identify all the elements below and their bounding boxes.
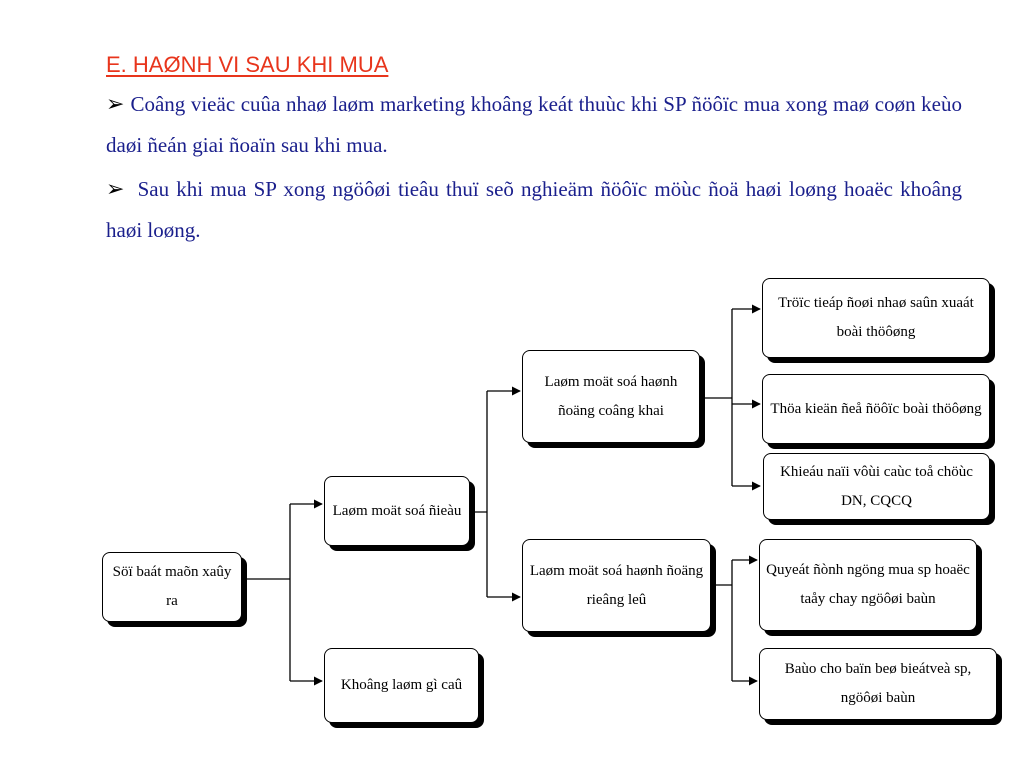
bullet-text-1: Coâng vieäc cuûa nhaø laøm marketing khoâng keát thuùc khi SP ñöôïc mua xong maø coøn keùo daøi ñeán giai ñoaïn sau khi mua.: [106, 92, 962, 157]
node-hanh-dong-rieng-le: Laøm moät soá haønh ñoäng rieâng leû: [522, 539, 711, 632]
node-khieu-nai: Khieáu naïi vôùi caùc toå chöùc DN, CQCQ: [763, 453, 990, 520]
arrowhead-bullet-icon: ➢: [106, 177, 125, 202]
node-quyet-dinh-ngung-mua: Quyeát ñònh ngöng mua sp hoaëc taåy chay ngöôøi baùn: [759, 539, 977, 631]
node-hanh-dong-cong-khai: Laøm moät soá haønh ñoäng coâng khai: [522, 350, 700, 443]
bullet-text-2: Sau khi mua SP xong ngöôøi tieâu thuï seõ nghieäm ñöôïc möùc ñoä haøi loøng hoaëc khoâng haøi loøng.: [106, 177, 962, 242]
node-thua-kien: Thöa kieän ñeå ñöôïc boài thöôøng: [762, 374, 990, 444]
node-truc-tiep-doi-boi-thuong: Tröïc tieáp ñoøi nhaø saûn xuaát boài thöôøng: [762, 278, 990, 358]
node-bao-cho-ban-be: Baùo cho baïn beø bieátveà sp, ngöôøi baùn: [759, 648, 997, 720]
node-su-bat-man: Söï baát maõn xaûy ra: [102, 552, 242, 622]
node-khong-lam-gi: Khoâng laøm gì caû: [324, 648, 479, 723]
arrowhead-bullet-icon: ➢: [106, 92, 125, 117]
node-lam-mot-so-dieu: Laøm moät soá ñieàu: [324, 476, 470, 546]
slide-title: E. HAØNH VI SAU KHI MUA: [106, 52, 389, 77]
